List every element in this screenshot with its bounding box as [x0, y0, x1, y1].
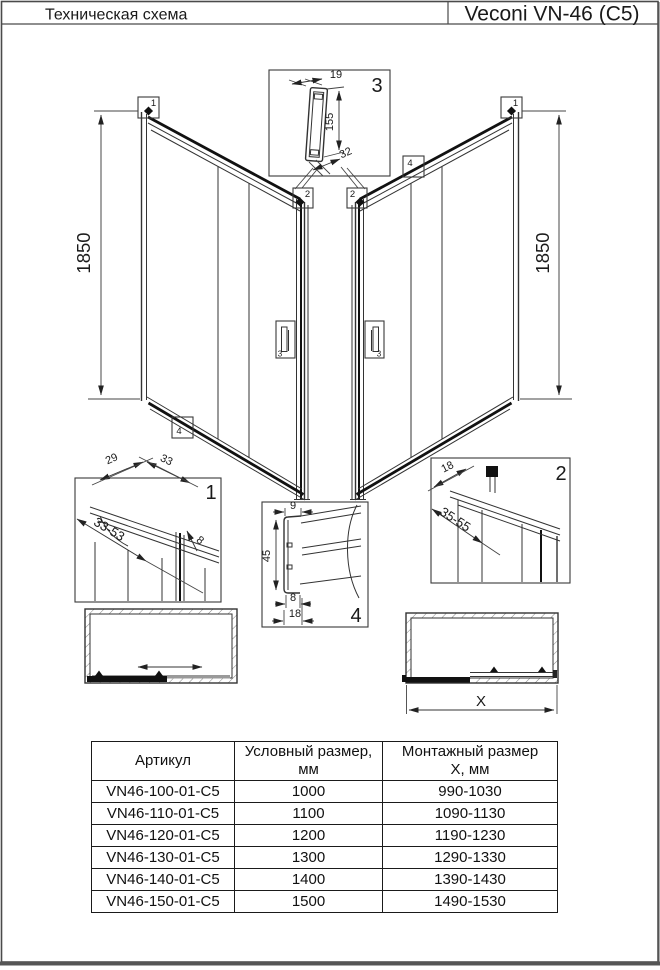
cell-mounting: 1390-1430 [383, 869, 558, 891]
col-nominal [235, 742, 383, 781]
cell-nominal: 1300 [235, 847, 383, 869]
front-view-right [402, 613, 558, 714]
col-nominal-line2: мм [298, 761, 319, 778]
left-door-view [73, 97, 319, 500]
dim-33-53: 33-53 [91, 514, 128, 545]
table-row [92, 847, 558, 869]
right-door-view [341, 97, 572, 500]
cell-mounting: 1090-1130 [383, 803, 558, 825]
cell-article: VN46-150-01-C5 [92, 891, 235, 913]
cell-nominal: 1400 [235, 869, 383, 891]
size-table [91, 741, 558, 913]
detail-4 [261, 500, 368, 627]
callout-1: 1 [512, 98, 519, 109]
dim-155: 155 [324, 112, 336, 132]
cell-article: VN46-130-01-C5 [92, 847, 235, 869]
detail-2-label: 2 [555, 463, 567, 485]
col-article: Артикул [92, 742, 235, 781]
dimension-x [407, 685, 558, 714]
callout-2: 2 [304, 189, 311, 200]
cell-nominal: 1500 [235, 891, 383, 913]
cell-nominal: 1200 [235, 825, 383, 847]
col-nominal-line1: Условный размер, [244, 743, 373, 760]
header [45, 3, 640, 26]
cell-article: VN46-140-01-C5 [92, 869, 235, 891]
dim-19: 19 [329, 69, 343, 81]
table-row [92, 825, 558, 847]
table-row [92, 803, 558, 825]
sliding-panel [87, 676, 167, 682]
dim-9: 9 [289, 500, 297, 512]
callout-4: 4 [407, 158, 413, 169]
detail-1 [75, 451, 221, 602]
detail-2 [428, 458, 570, 583]
product-title: Veconi VN-46 (C5) [464, 2, 640, 26]
dim-35-55: 35-55 [437, 503, 474, 535]
height-dim-label: 1850 [73, 232, 94, 274]
detail-4-label: 4 [350, 605, 362, 627]
cell-nominal: 1100 [235, 803, 383, 825]
cell-mounting: 990-1030 [383, 781, 558, 803]
cell-mounting: 1490-1530 [383, 891, 558, 913]
detail-3 [269, 69, 390, 176]
table-row [92, 891, 558, 913]
callout-1: 1 [150, 98, 157, 109]
table-row [92, 869, 558, 891]
cell-nominal: 1000 [235, 781, 383, 803]
dim-29: 29 [103, 451, 120, 468]
col-mounting-line1: Монтажный размер [401, 743, 539, 760]
dim-33: 33 [158, 452, 175, 469]
cell-mounting: 1290-1330 [383, 847, 558, 869]
doc-title: Техническая схема [45, 6, 188, 24]
col-mounting-line2: Х, мм [450, 761, 490, 778]
table-row [92, 781, 558, 803]
cell-article: VN46-110-01-C5 [92, 803, 235, 825]
callout-3: 3 [376, 349, 382, 359]
cell-article: VN46-120-01-C5 [92, 825, 235, 847]
dim-18: 18 [288, 608, 302, 620]
dim-8: 8 [289, 592, 297, 604]
height-dimension-right [520, 111, 572, 399]
dim-45: 45 [261, 549, 273, 563]
cell-article: VN46-100-01-C5 [92, 781, 235, 803]
detail-1-label: 1 [205, 482, 217, 504]
callout-2: 2 [349, 189, 356, 200]
dim-18: 18 [439, 459, 456, 476]
front-view-left [85, 609, 237, 683]
col-mounting [383, 742, 558, 781]
height-dim-label: 1850 [532, 232, 553, 274]
dim-x-label: X [475, 693, 487, 710]
height-dimension-left [73, 111, 140, 399]
callout-4: 4 [176, 426, 182, 437]
table-header-row [92, 742, 558, 781]
callout-3: 3 [277, 349, 283, 359]
detail-3-label: 3 [371, 75, 383, 97]
cell-mounting: 1190-1230 [383, 825, 558, 847]
dim-8: 8 [193, 534, 206, 548]
dim-32: 32 [337, 145, 354, 162]
